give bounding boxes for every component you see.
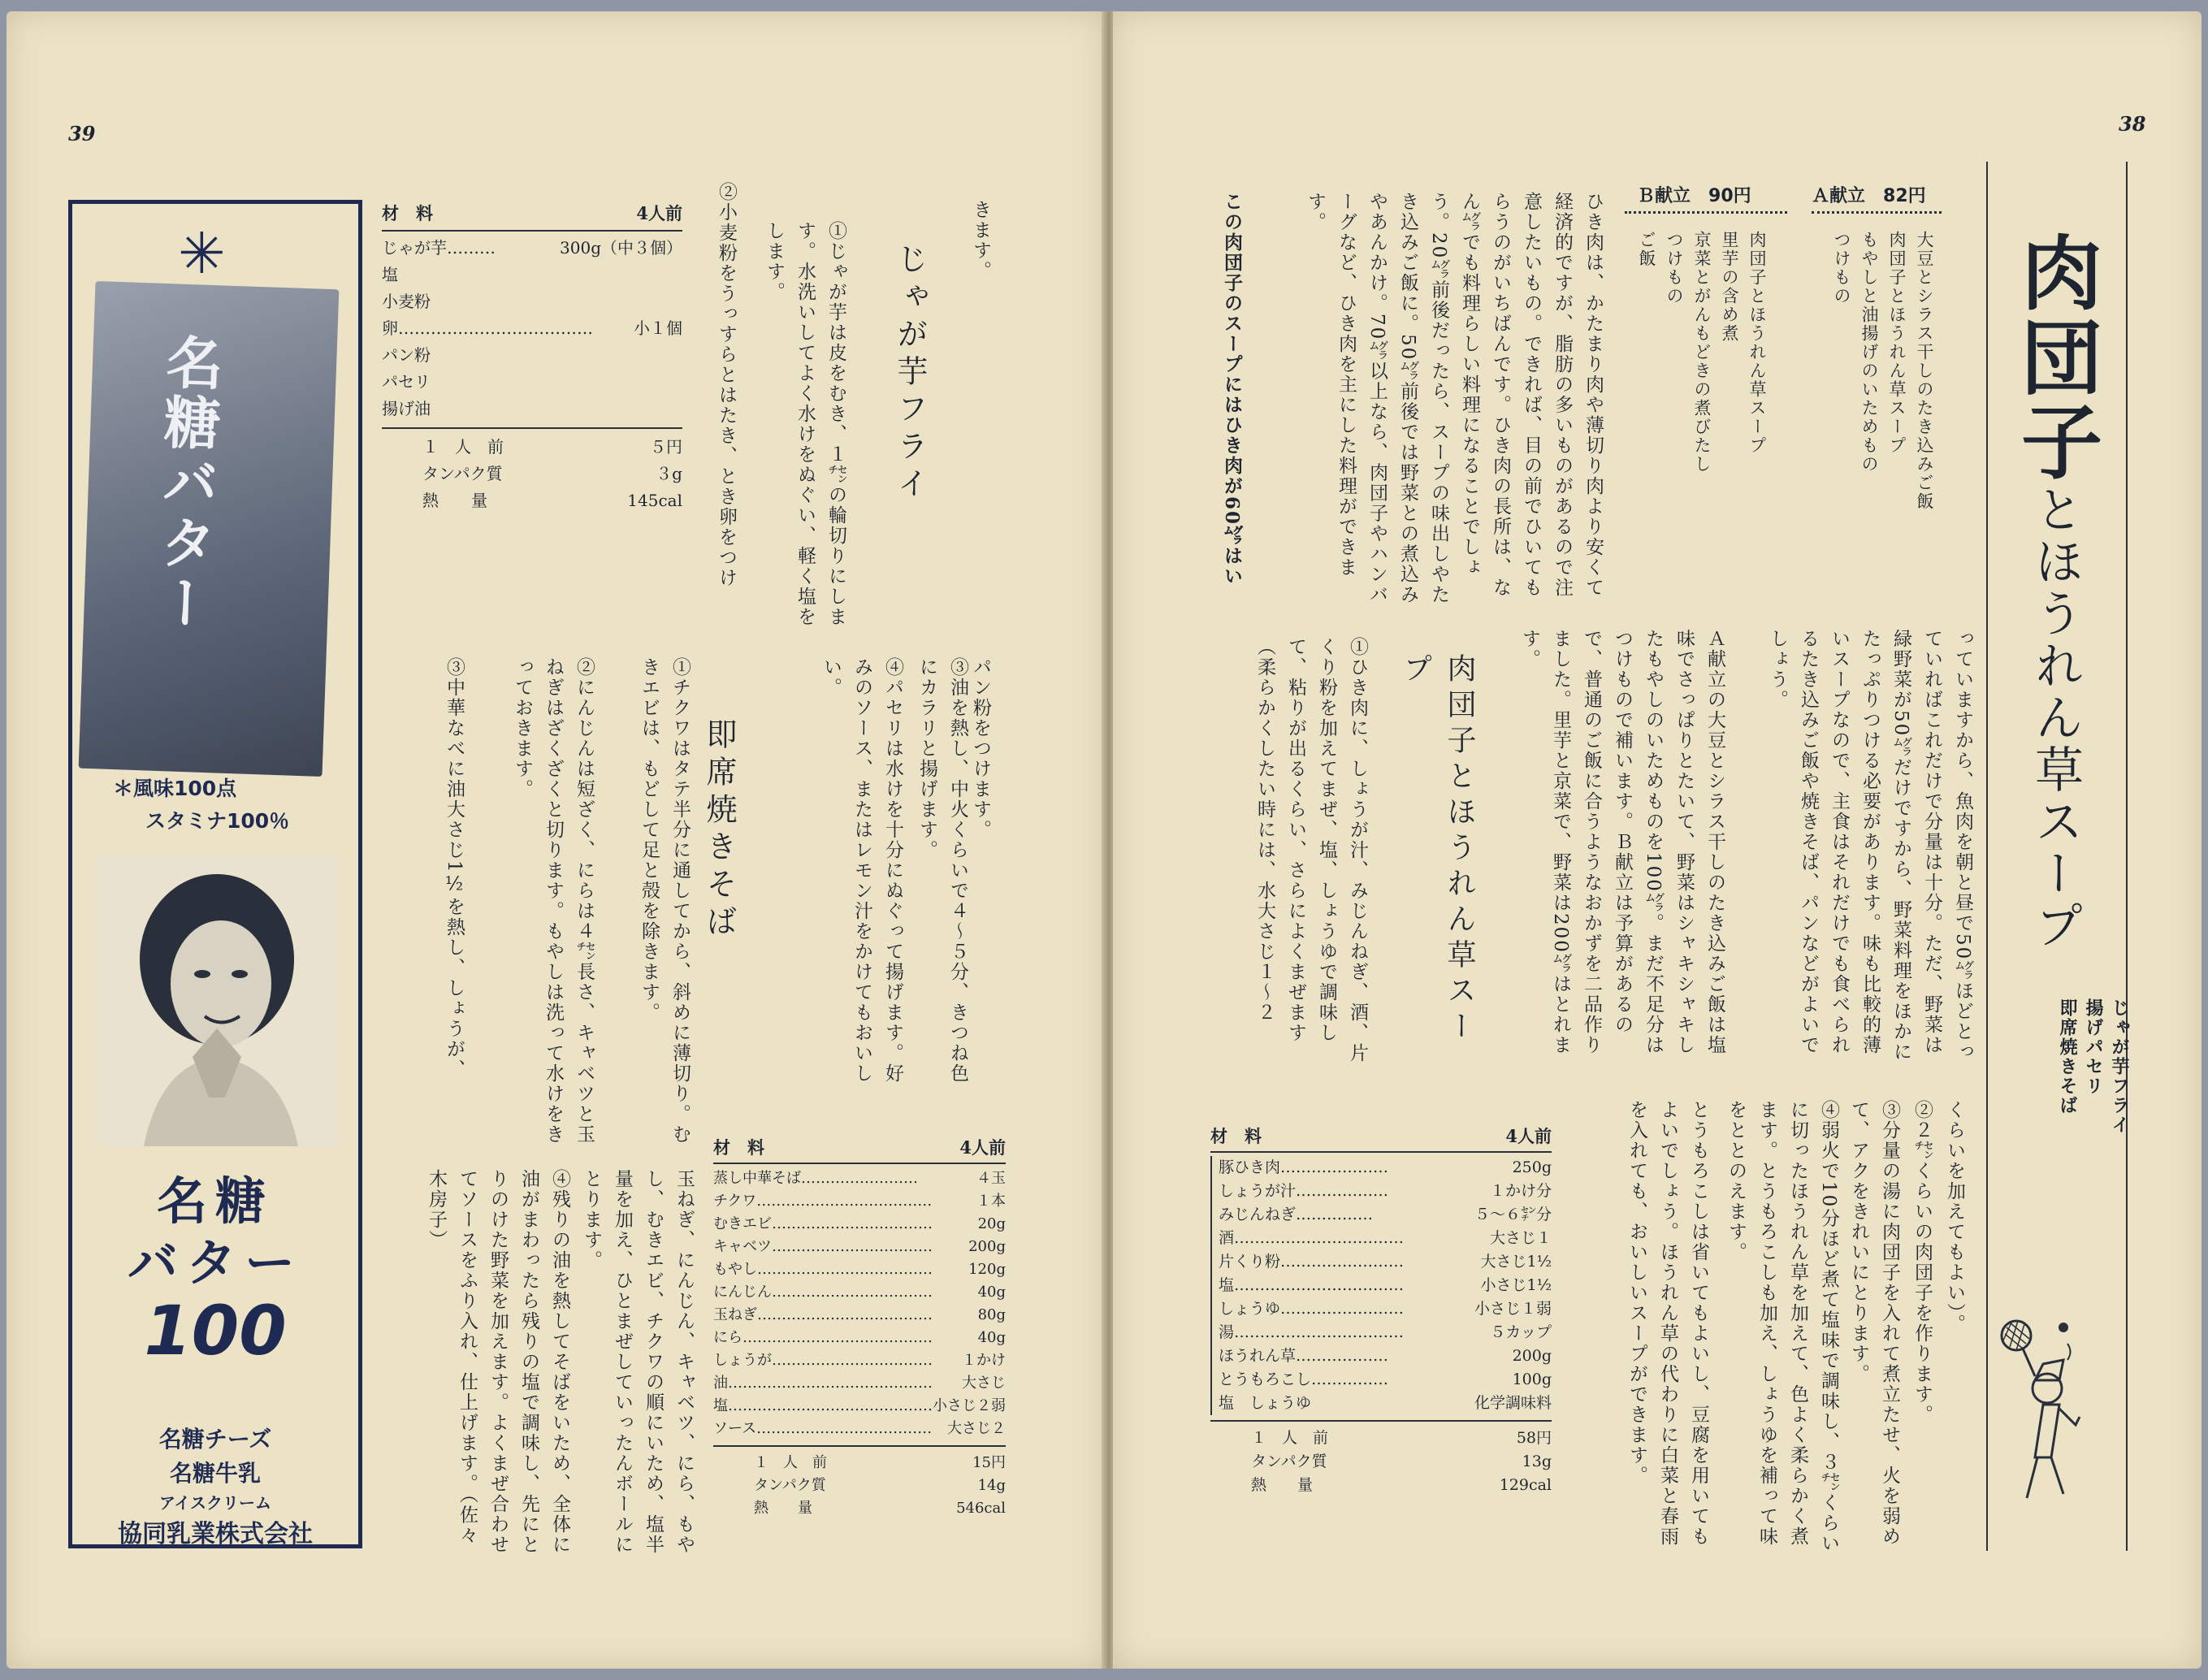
material-name: キャベツ……………………………: [713, 1238, 933, 1255]
material-qty: 250g: [1512, 1158, 1552, 1176]
material-name: じゃが芋………: [382, 238, 496, 258]
material-row: [713, 1372, 1006, 1395]
material-name: とうもろこし……………: [1219, 1370, 1389, 1388]
material-row: [713, 1167, 1006, 1190]
intro-text-2: この肉団子のスープにはひき肉が60㌘はい: [1221, 192, 1243, 587]
nutrition-row: [382, 434, 682, 461]
yakisoba-materials-rows: [713, 1167, 1006, 1440]
material-row: [1219, 1344, 1552, 1368]
materials-header: 材 料 4人前: [382, 200, 682, 232]
material-name: 湯……………………………: [1219, 1323, 1405, 1341]
menu-item: 肉団子とほうれん草スープ: [1747, 231, 1767, 455]
ad-sub-products: [72, 1422, 358, 1515]
side-menu: [2002, 998, 2184, 1242]
material-qty: 20g: [977, 1215, 1006, 1232]
page-number-left: 39: [68, 122, 96, 145]
side-menu-items: [2054, 998, 2132, 1242]
material-name: 玉ねぎ………………………………: [713, 1306, 933, 1323]
material-row: [382, 369, 682, 396]
nutrition-label: １ 人 前: [754, 1454, 827, 1471]
material-qty: 40g: [977, 1329, 1006, 1346]
menu-item: つけもの: [1665, 231, 1684, 305]
material-name: 揚げ油: [382, 399, 431, 418]
nutrition-label: タンパク質: [754, 1477, 826, 1494]
menu-a-items: [1828, 231, 1938, 572]
nutrition-value: 546cal: [956, 1500, 1006, 1517]
material-name: 小麦粉: [382, 292, 431, 311]
material-row: [1219, 1156, 1552, 1180]
material-name: パセリ: [382, 372, 431, 392]
material-qty: 小さじ１弱: [1474, 1300, 1552, 1318]
material-name: むきエビ……………………………: [713, 1215, 933, 1232]
intro-text: ひき肉は、かたまり肉や薄切り肉より安くて経済的ですが、脂肪の多いものがあるので注意したいもの。できれば、目の前でひいてもらうのがいちばんです。ひき肉の長所は、なん㌘でも料理らしい料理になることでしょう。20㌘前後だったら、スープの味出しやたき込みご飯に。50㌘前後では野菜との煮込みやあんかけ。70㌘以上なら、肉団子やハンバーグなど、ひき肉を主にした料理ができます。: [1305, 192, 1604, 605]
material-name: ソース………………………………: [713, 1420, 933, 1437]
material-qty: 大さじ２: [947, 1420, 1006, 1437]
material-name: しょうが……………………………: [713, 1352, 933, 1369]
menu-b-items: [1633, 231, 1771, 572]
main-title: [2007, 231, 2103, 1043]
material-name: 塩……………………………: [1219, 1276, 1405, 1294]
material-row: [382, 315, 682, 342]
material-row: [1219, 1297, 1552, 1321]
package-label: 名糖バター: [147, 331, 225, 635]
material-row: [713, 1327, 1006, 1349]
nutrition-value: 14g: [977, 1477, 1006, 1494]
material-qty: 40g: [977, 1284, 1006, 1301]
yakisoba-step-2: ②にんじんは短ざく、にらは４㌢長さ、キャベツと玉ねぎはざくざくと切ります。もやしは洗って水けをきっておきます。: [512, 657, 595, 1145]
main-title-sub: とほうれん草スープ: [2027, 484, 2084, 952]
nutrition-value: 129cal: [1499, 1476, 1552, 1494]
material-row: [1219, 1368, 1552, 1392]
material-row: [382, 396, 682, 422]
nutrition-row: [382, 487, 682, 514]
menu-b-header: Ｂ献立 90円: [1637, 186, 1751, 206]
material-row: [382, 342, 682, 369]
potato-materials-table: [382, 200, 682, 514]
potato-step-1: ①じゃが芋は皮をむき、１㌢の輪切りにします。水洗いしてよく水けをぬぐい、軽く塩をします。: [764, 221, 846, 627]
dumpling-materials-table: [1210, 1124, 1552, 1497]
menu-item: 肉団子とほうれん草スープ: [1887, 231, 1907, 455]
potato-materials-rows: [382, 235, 682, 422]
nutrition-label: 熱 量: [1251, 1476, 1314, 1494]
potato-step-4: ④パセリは水けを十分にぬぐって揚げます。好みのソース、またはレモン汁をかけてもおいしい。: [820, 657, 903, 1084]
nutrition-row: [713, 1497, 1006, 1520]
material-row: [1219, 1203, 1552, 1227]
material-row: [1219, 1180, 1552, 1203]
material-row: [713, 1281, 1006, 1304]
material-row: [1219, 1274, 1552, 1297]
woman-portrait-photo: [95, 854, 339, 1146]
menu-item: じゃが芋フライ: [2109, 998, 2130, 1135]
material-qty: 小さじ２弱: [933, 1397, 1006, 1414]
nutrition-row: [713, 1452, 1006, 1474]
material-row: [713, 1349, 1006, 1372]
material-qty: 大さじ１: [1489, 1229, 1552, 1247]
material-qty: １かけ分: [1489, 1182, 1552, 1200]
menu-item: 大豆とシラス干しのたき込みご飯: [1915, 231, 1934, 511]
material-name: もやし………………………………: [713, 1261, 933, 1278]
tennis-illustration: [1998, 1303, 2088, 1518]
nutrition-label: タンパク質: [422, 464, 503, 483]
material-name: みじんねぎ……………: [1219, 1206, 1374, 1223]
material-qty: 200g: [968, 1238, 1006, 1255]
recipe-step-1-cont: くらいを加えてもよい）。: [1944, 1100, 1965, 1335]
nutrition-label: 熱 量: [422, 491, 487, 510]
butter-advertisement: [68, 200, 362, 1548]
menu-item: 即席焼きそば: [2057, 998, 2078, 1115]
material-name: にんじん……………………………: [713, 1284, 933, 1301]
material-name: 塩: [382, 265, 398, 284]
material-name: しょうが汁………………: [1219, 1182, 1389, 1200]
material-row: [713, 1258, 1006, 1281]
nutrition-value: 58円: [1516, 1429, 1552, 1447]
nutrition-label: １ 人 前: [1251, 1429, 1329, 1447]
material-qty: 小１個: [634, 318, 682, 338]
material-row: [382, 235, 682, 262]
material-name: 塩 しょうゆ: [1219, 1394, 1312, 1412]
material-qty: 80g: [977, 1306, 1006, 1323]
material-name: チクワ………………………………: [713, 1193, 933, 1210]
material-row: [713, 1236, 1006, 1258]
dumpling-materials-rows: [1210, 1156, 1552, 1415]
yakisoba-recipe-title: 即席焼きそば: [701, 718, 737, 942]
potato-step-2: ②小麦粉をうっすらとはたき、とき卵をつけ: [716, 182, 737, 588]
material-qty: 120g: [968, 1261, 1006, 1278]
yakisoba-step-3-cont: 玉ねぎ、にんじん、キャベツ、にら、もやし、むきエビ、チクワの順にいため、塩半量を加え、ひとまぜしていったんボールにとります。: [581, 1169, 695, 1555]
material-name: にら…………………………………: [713, 1329, 933, 1346]
left-page: [6, 11, 1105, 1669]
menu-item: もやしと油揚げのいためもの: [1859, 231, 1879, 474]
material-qty: 小さじ1½: [1480, 1276, 1552, 1294]
material-name: 蒸し中華そば……………………: [713, 1170, 918, 1187]
ad-taglines: [113, 773, 289, 838]
material-qty: 化学調味料: [1474, 1394, 1552, 1412]
ad-brand-name: [72, 1171, 358, 1370]
material-row: [382, 288, 682, 315]
yakisoba-step-3: ③中華なべに油大さじ1½を熱し、しょうが、: [444, 657, 465, 1080]
menu-item: 揚げパセリ: [2083, 998, 2104, 1096]
ad-brand-100: 100: [144, 1291, 287, 1370]
ad-brand-butter: バター: [127, 1233, 303, 1292]
dumpling-nutrition: [1210, 1427, 1552, 1497]
material-name: パン粉: [382, 345, 431, 365]
material-name: 卵………………………………: [382, 318, 593, 338]
menu-b-rule: [1625, 211, 1787, 214]
ad-sub-milk: 名糖牛乳: [169, 1460, 261, 1487]
nutrition-row: [713, 1474, 1006, 1497]
ad-tagline-flavor: ＊風味100点: [113, 777, 237, 800]
nutrition-value: 15円: [972, 1454, 1006, 1471]
butter-package-image: [79, 281, 340, 777]
ad-brand-meito: 名糖: [156, 1171, 274, 1231]
yakisoba-step-1: ①チクワはタテ半分に通してから、斜めに薄切り。むきエビは、もどして足と殻を除きます。: [639, 657, 691, 1145]
menu-item: 京菜とがんもどきの煮びたし: [1692, 231, 1712, 474]
main-title-main: 肉団子: [2007, 231, 2103, 484]
yakisoba-materials-table: [713, 1137, 1006, 1520]
material-name: 酒……………………………: [1219, 1229, 1405, 1247]
material-qty: 300g（中３個）: [560, 238, 682, 258]
potato-step-2-cont: パン粉をつけます。: [970, 657, 991, 840]
nutrition-value: ５円: [650, 437, 682, 457]
material-name: 片くり粉……………………: [1219, 1253, 1405, 1271]
material-row: [1219, 1321, 1552, 1344]
material-name: 油……………………………………: [713, 1375, 933, 1392]
yakisoba-step-4: ④残りの油を熱してそばをいため、全体に油がまわったら残りの塩で調味し、先にとりのけた野菜を加えます。よくまぜ合わせてソースをふり入れ、仕上げます。（佐々木房子）: [426, 1169, 570, 1555]
nutrition-row: [382, 461, 682, 487]
potato-recipe-title: じゃが芋フライ: [892, 243, 928, 504]
page-number-right: 38: [2119, 112, 2146, 136]
potato-prev-text: きます。: [970, 200, 991, 281]
material-row: [382, 262, 682, 288]
ad-company-name: 協同乳業株式会社: [118, 1520, 313, 1548]
nutrition-label: １ 人 前: [422, 437, 504, 457]
material-qty: 100g: [1512, 1370, 1552, 1388]
menu-a-rule: [1812, 211, 1942, 214]
recipe-step-2: ②２㌢くらいの肉団子を作ります。: [1911, 1100, 1933, 1425]
material-name: 塩……………………………………: [713, 1397, 933, 1414]
potato-nutrition: [382, 434, 682, 514]
material-row: [713, 1304, 1006, 1327]
material-row: [1219, 1392, 1552, 1415]
material-row: [713, 1213, 1006, 1236]
recipe-title: 肉団子とほうれん草スープ: [1399, 653, 1476, 1046]
material-name: しょうゆ……………………: [1219, 1300, 1405, 1318]
materials-header: 材 料 4人前: [713, 1137, 1006, 1164]
material-name: 豚ひき肉…………………: [1219, 1158, 1389, 1176]
yakisoba-nutrition: [713, 1452, 1006, 1520]
ad-sub-cheese: 名糖チーズ: [158, 1426, 272, 1453]
recipe-note: とうもろこしは省いてもよいし、豆腐を用いてもよいでしょう。ほうれん草の代わりに白菜と春雨を入れても、おいしいスープができます。: [1626, 1100, 1709, 1547]
menu-item: 里芋の含め煮: [1720, 231, 1739, 343]
material-name: ほうれん草………………: [1219, 1347, 1389, 1365]
material-qty: 200g: [1512, 1347, 1552, 1365]
menu-item: つけもの: [1832, 231, 1851, 305]
material-qty: １かけ: [962, 1352, 1006, 1369]
recipe-step-1: ①ひき肉に、しょうが汁、みじんねぎ、酒、片くり粉を加えてまぜ、塩、しょうゆで調味して、粘りが出るくらい、さらによくまぜます（柔らかくしたい時には、水大さじ１〜２: [1254, 637, 1368, 1063]
material-qty: ５〜６㌢分: [1474, 1206, 1552, 1223]
recipe-step-4: ④弱火で10分ほど煮て塩味で調味し、３㌢くらいに切ったほうれん草を加えて、色よく柔らかく煮ます。とうもろこしも加え、しょうゆを補って味をととのえます。: [1725, 1100, 1839, 1554]
right-page: [1113, 11, 2202, 1669]
nutrition-label: 熱 量: [754, 1500, 812, 1517]
menu-a-header: Ａ献立 82円: [1812, 186, 1926, 206]
material-qty: 大さじ1½: [1480, 1253, 1552, 1271]
nutrition-value: 13g: [1522, 1453, 1552, 1470]
sparkle-icon: ✳: [178, 220, 226, 287]
material-row: [713, 1190, 1006, 1213]
nutrition-row: [1210, 1450, 1552, 1474]
ad-tagline-stamina: スタミナ100％: [145, 809, 290, 833]
potato-step-3: ③油を熱し、中火くらいで４〜５分、きつね色にカラリと揚げます。: [916, 657, 968, 1084]
recipe-step-3: ③分量の湯に肉団子を入れて煮立たせ、火を弱めて、アクをきれいにとります。: [1848, 1100, 1900, 1547]
material-qty: ５カップ: [1490, 1323, 1552, 1341]
nutrition-row: [1210, 1474, 1552, 1497]
intro-text-3: っていますから、魚肉を朝と昼で50㌘ほどとっていればこれだけで分量は十分。ただ、野菜は緑野菜が50㌘だけですから、野菜料理をほかにたっぷりつける必要があります。味も比較的薄いスープなので、主食はそれだけでも食べられるたき込みご飯や焼きそば、パンなどがよいでしょう。: [1767, 629, 1973, 1063]
material-qty: ４玉: [976, 1170, 1006, 1187]
nutrition-row: [1210, 1427, 1552, 1450]
material-qty: １本: [976, 1193, 1006, 1210]
material-row: [713, 1418, 1006, 1440]
material-row: [1219, 1250, 1552, 1274]
nutrition-label: タンパク質: [1251, 1453, 1327, 1470]
material-row: [1219, 1227, 1552, 1250]
nutrition-value: ３g: [656, 464, 682, 483]
ad-sub-icecream: アイスクリーム: [159, 1493, 271, 1513]
material-row: [713, 1395, 1006, 1418]
materials-header: 材 料 4人前: [1210, 1124, 1552, 1153]
material-qty: 大さじ: [962, 1375, 1006, 1392]
nutrition-value: 145cal: [627, 491, 682, 510]
intro-text-4: Ａ献立の大豆とシラス干しのたき込みご飯は塩味でさっぱりとたいて、野菜はシャキシャキしたもやしのいためものを100㌘。まだ不足分はつけもので補います。Ｂ献立は予算があるので、普通のご飯に合うようなおかずを二品作りました。里芋と京菜で、野菜は200㌘はとれます。: [1519, 629, 1725, 1055]
menu-item: ご飯: [1637, 231, 1656, 268]
